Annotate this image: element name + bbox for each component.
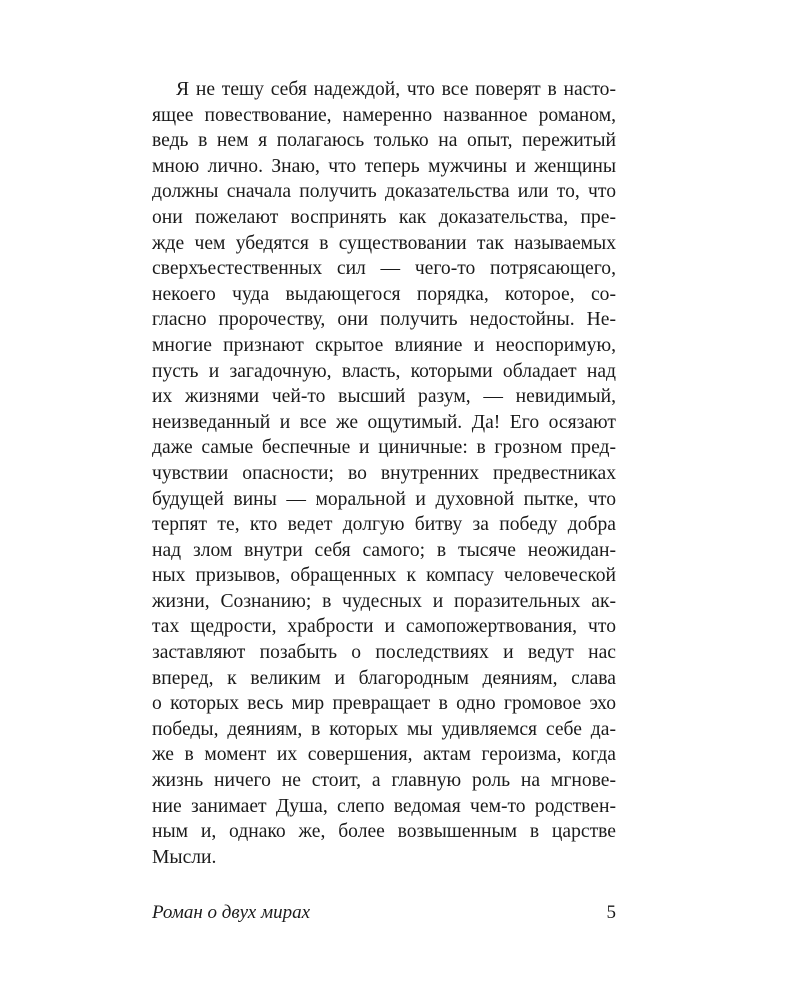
text-line: заставляют позабыть о последствиях и ведут нас	[152, 642, 616, 664]
text-line: терпят те, кто ведет долгую битву за победу добра	[152, 514, 616, 536]
text-line: над злом внутри себя самого; в тысяче неожидан-	[152, 539, 616, 561]
text-line: победы, деяниям, в которых мы удивляемся себе да-	[152, 718, 616, 740]
text-line: должны сначала получить доказательства или то, что	[152, 181, 616, 203]
text-line: гласно пророчеству, они получить недостойны. Не-	[152, 309, 616, 331]
text-line: будущей вины — моральной и духовной пытке, что	[152, 488, 616, 510]
text-line: пусть и загадочную, власть, которыми обладает над	[152, 360, 616, 382]
text-line: жизни, Сознанию; в чудесных и поразительных ак-	[152, 590, 616, 612]
text-line: чувствии опасности; во внутренних предвестниках	[152, 462, 616, 484]
text-line: некоего чуда выдающегося порядка, которое, со-	[152, 283, 616, 305]
text-line: ящее повествование, намеренно названное романом,	[152, 104, 616, 126]
running-title: Роман о двух мирах	[152, 902, 311, 923]
body-paragraph	[152, 77, 616, 870]
text-line: многие признают скрытое влияние и неоспоримую,	[152, 334, 616, 356]
text-line: ведь в нем я полагаюсь только на опыт, пережитый	[152, 130, 616, 152]
text-line: тах щедрости, храбрости и самопожертвования, что	[152, 616, 616, 638]
text-line: Мысли.	[152, 846, 217, 868]
text-line: ных призывов, обращенных к компасу человеческой	[152, 565, 616, 587]
text-line: даже самые беспечные и циничные: в грозном пред-	[152, 437, 616, 459]
text-line: их жизнями чей-то высший разум, — невидимый,	[152, 386, 616, 408]
text-line: вперед, к великим и благородным деяниям, слава	[152, 667, 616, 689]
text-line: Я не тешу себя надеждой, что все поверят в насто-	[176, 79, 616, 100]
text-line: жизнь ничего не стоит, а главную роль на мгнове-	[152, 770, 616, 792]
text-line: ние занимает Душа, слепо ведомая чем-то родствен-	[152, 795, 616, 817]
text-line: же в момент их совершения, актам героизма, когда	[152, 744, 616, 766]
text-line: о которых весь мир превращает в одно громовое эхо	[152, 693, 616, 715]
text-line: мною лично. Знаю, что теперь мужчины и женщины	[152, 155, 616, 177]
page-footer	[152, 900, 616, 926]
text-line: ным и, однако же, более возвышенным в царстве	[152, 821, 616, 843]
page-number: 5	[606, 902, 616, 923]
text-line: неизведанный и все же ощутимый. Да! Его осязают	[152, 411, 616, 433]
text-line: жде чем убедятся в существовании так называемых	[152, 232, 616, 254]
text-line: они пожелают воспринять как доказательства, пре-	[152, 206, 616, 228]
text-line: сверхъестественных сил — чего-то потрясающего,	[152, 258, 616, 280]
